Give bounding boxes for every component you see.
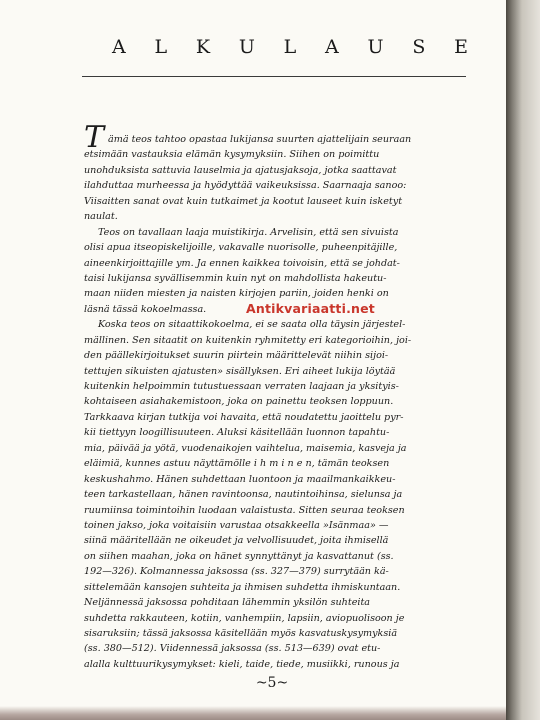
text-line: [84, 441, 452, 456]
text-line: [84, 379, 452, 394]
text-line-content: naulat.: [84, 211, 118, 223]
text-line: [84, 549, 452, 564]
text-line: [84, 333, 452, 348]
text-line-content: Neljännessä jaksossa pohditaan lähemmin yksilön suhteita: [84, 597, 371, 609]
text-line: [84, 503, 452, 518]
watermark: Antikvariaatti.net: [246, 301, 375, 316]
page-number: ~5~: [255, 675, 289, 691]
text-line-content: teen tarkastellaan, hänen ravintoonsa, nautintoihinsa, sielunsa ja: [84, 489, 403, 501]
text-line: [84, 456, 452, 471]
drop-cap: T: [84, 120, 105, 155]
text-line-content: keskushahmo. Hänen suhdettaan luontoon ja maailmankaikkeu-: [84, 473, 396, 485]
text-line: [84, 626, 452, 641]
text-line: [84, 611, 452, 626]
text-line-content: den päällekirjoitukset suurin piirtein määrittelevät niihin sijoi-: [84, 350, 389, 362]
text-line-content: sittelemään kansojen suhteita ja ihmisen suhdetta ihmiskuntaan.: [84, 581, 401, 593]
text-line: [84, 641, 452, 656]
text-line: [84, 348, 452, 363]
text-line-content: läsnä tässä kokoelmassa.: [84, 303, 207, 315]
text-line-content: ilahduttaa murheessa ja hyödyttää vaikeuksissa. Saarnaaja sanoo:: [84, 180, 407, 192]
text-line-content: maan niiden miesten ja naisten kirjojen pariin, joiden henki on: [84, 288, 389, 300]
text-line: [84, 394, 452, 409]
heading-letter: K: [195, 36, 211, 58]
text-line: [84, 564, 452, 579]
text-line: [84, 410, 452, 425]
text-line: [84, 472, 452, 487]
text-line-content: ämä teos tahtoo opastaa lukijansa suurten ajattelijain seuraan: [108, 134, 412, 145]
heading-rule: [82, 76, 466, 77]
heading-letter: E: [454, 36, 468, 58]
text-line-content: etsimään vastauksia elämän kysymyksiin. Siihen on poimittu: [84, 149, 380, 161]
text-line: [84, 163, 452, 178]
text-line: [84, 518, 452, 533]
text-line-content: Koska teos on sitaattikokoelma, ei se saata olla täysin järjestel-: [98, 319, 406, 331]
text-line: [84, 580, 452, 595]
text-line-content: taisi lukijansa syvällisemmin kuin nyt on mahdollista hakeutu-: [84, 272, 387, 284]
heading-letter: U: [238, 36, 255, 58]
text-line: [84, 533, 452, 548]
book-bottom-edge: [0, 706, 506, 720]
heading-letter: A: [325, 36, 339, 58]
text-line-content: eläimiä, kunnes astuu näyttämölle i h m i n e n, tämän teoksen: [84, 458, 390, 470]
text-line-content: Teos on tavallaan laaja muistikirja. Arvelisin, että sen sivuista: [98, 226, 399, 238]
text-line: [84, 286, 452, 301]
text-line: [84, 240, 452, 255]
text-line: [84, 194, 452, 209]
heading-letter: S: [412, 36, 426, 58]
text-line-content: ruumiinsa toimintoihin luodaan valaistusta. Sitten seuraa teoksen: [84, 504, 405, 516]
chapter-heading: [112, 36, 468, 58]
text-line-content: kuitenkin helpoimmin tutustuessaan verraten laajaan ja yksityis-: [84, 381, 399, 392]
text-line-content: tettujen sikuisten ajatusten» sisällyksen. Eri aiheet lukija löytää: [84, 365, 396, 377]
text-line: [84, 271, 452, 286]
heading-letter: L: [154, 36, 168, 58]
heading-letter: A: [112, 36, 126, 58]
text-line: [84, 595, 452, 610]
text-line: [84, 425, 452, 440]
text-line-content: unohduksista sattuvia lauselmia ja ajatusjaksoja, jotka saattavat: [84, 164, 397, 176]
text-line-content: kohtaiseen asiahakemistoon, joka on painettu teoksen loppuun.: [84, 396, 394, 408]
text-line: [84, 657, 452, 672]
text-line: [84, 364, 452, 379]
book-edge: [506, 0, 540, 720]
text-line-content: Viisaitten sanat ovat kuin tutkaimet ja kootut lauseet kuin isketyt: [84, 195, 403, 207]
text-line-content: Tarkkaava kirjan tutkija voi havaita, että noudatettu jaoittelu pyr-: [84, 411, 404, 423]
text-line: [84, 256, 452, 271]
text-line: [84, 225, 452, 240]
text-line-content: toinen jakso, joka voitaisiin varustaa otsakkeella »Isänmaa» —: [84, 519, 389, 531]
text-line-content: aineenkirjoittajille ym. Ja ennen kaikkea toivoisin, että se johdat-: [84, 257, 400, 269]
heading-letter: U: [367, 36, 384, 58]
text-line: [84, 178, 452, 193]
text-line-content: on siihen maahan, joka on hänet synnyttänyt ja kasvattanut (ss.: [84, 550, 394, 562]
text-line-content: suhdetta rakkauteen, kotiin, vanhempiin, lapsiin, aviopuolisoon je: [84, 612, 405, 624]
text-line-content: mia, päivää ja yötä, vuodenaikojen vaihtelua, maisemia, kasveja ja: [84, 442, 407, 454]
text-line-content: olisi apua itseopiskelijoille, vakavalle nuorisolle, puheenpitäjille,: [84, 242, 398, 254]
text-line: [84, 487, 452, 502]
text-line-content: (ss. 380—512). Viidennessä jaksossa (ss. 513—639) ovat etu-: [84, 643, 381, 655]
text-line-content: alalla kulttuurikysymykset: kieli, taide, tiede, musiikki, runous ja: [84, 658, 400, 670]
body-text: [84, 120, 452, 672]
text-line-content: 192—326). Kolmannessa jaksossa (ss. 327—379) surrytään kä-: [84, 566, 389, 578]
heading-letter: L: [283, 36, 297, 58]
text-line-content: sisaruksiin; tässä jaksossa käsitellään myös kasvatuskysymyksiä: [84, 628, 398, 639]
text-line-content: mällinen. Sen sitaatit on kuitenkin ryhmitetty eri kategorioihin, joi-: [84, 334, 412, 346]
text-line-content: kii tiettyyn loogillisuuteen. Aluksi käsitellään luonnon tapahtu-: [84, 427, 390, 439]
text-line: [84, 209, 452, 224]
text-line: [84, 317, 452, 332]
text-line-content: siinä määritellään ne oikeudet ja velvollisuudet, joita ihmisellä: [84, 535, 389, 547]
text-line: [84, 147, 452, 162]
